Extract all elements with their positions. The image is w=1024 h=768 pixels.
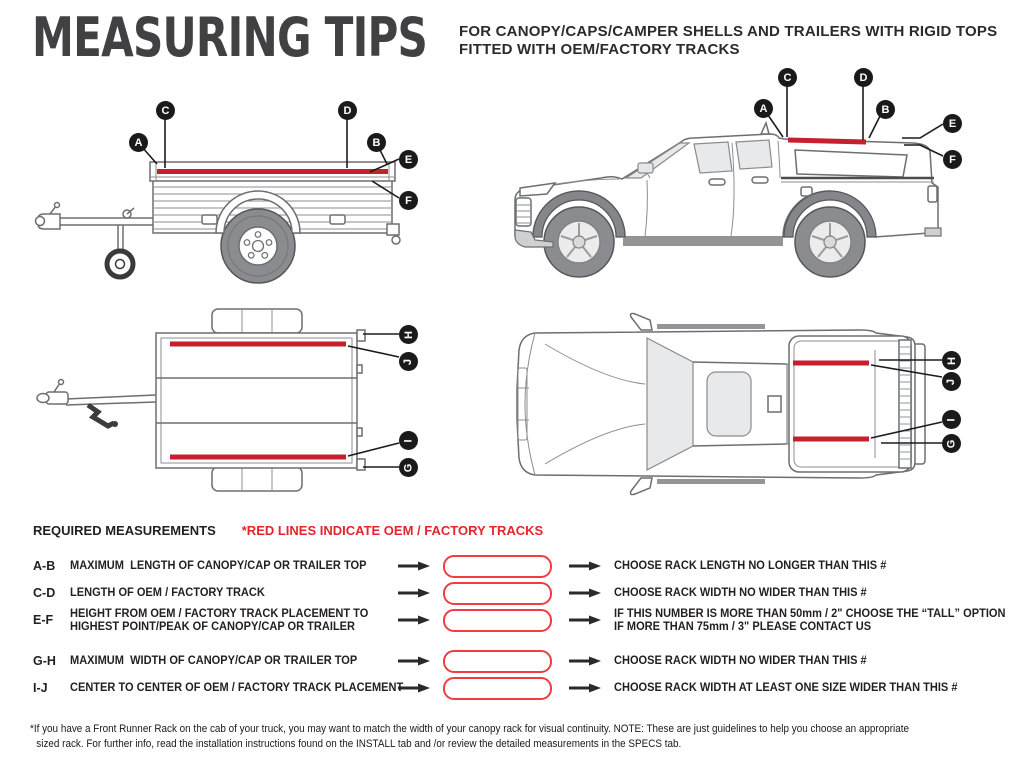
measurement-row-ef (33, 602, 1024, 638)
label-c-badge: C (778, 68, 797, 87)
arrow-right-icon (569, 682, 601, 694)
label-j-badge: J (399, 352, 418, 371)
footnote-line-2: sized rack. For further info, read the installation instructions found on the INSTALL tab and /or review the detailed measurements in the SPECS tab. (36, 738, 682, 750)
arrow-right-icon (569, 614, 601, 626)
measurement-row-gh (33, 650, 889, 672)
truck-top-drawing (505, 310, 995, 500)
arrow-right-icon (398, 560, 430, 572)
label-a-badge: A (129, 133, 148, 152)
label-b-badge: B (367, 133, 386, 152)
truck-side-view-diagram (495, 60, 995, 295)
measurement-value-box (443, 609, 552, 632)
arrow-right-icon (398, 614, 430, 626)
label-f-badge: F (943, 150, 962, 169)
trailer-side-drawing (30, 88, 450, 295)
subtitle-line-1: FOR CANOPY/CAPS/CAMPER SHELLS AND TRAILERS WITH RIGID TOPS (459, 23, 998, 40)
row-id: E-F (33, 613, 54, 627)
required-measurements-title: REQUIRED MEASUREMENTS (33, 523, 216, 538)
row-guideline: IF THIS NUMBER IS MORE THAN 50mm / 2" CHOOSE THE “TALL” OPTION IF MORE THAN 75mm / 3" PLEASE CONTACT US (614, 605, 1006, 633)
row-description: LENGTH OF OEM / FACTORY TRACK (70, 585, 265, 600)
label-c-badge: C (156, 101, 175, 120)
row-id: I-J (33, 681, 48, 695)
label-h-badge: H (942, 351, 961, 370)
arrow-right-icon (569, 655, 601, 667)
truck-side-drawing (495, 60, 995, 295)
footnote-line-1: *If you have a Front Runner Rack on the cab of your truck, you may want to match the width of your canopy rack for visual continuity. NOTE: These are just guidelines to help you choose an appropriate (30, 723, 910, 735)
row-guideline: CHOOSE RACK LENGTH NO LONGER THAN THIS # (614, 558, 887, 573)
label-h-badge: H (399, 325, 418, 344)
label-d-badge: D (338, 101, 357, 120)
measurements-table (33, 546, 1013, 716)
measurement-value-box (443, 650, 552, 673)
measurement-row-cd (33, 582, 889, 604)
row-description: HEIGHT FROM OEM / FACTORY TRACK PLACEMENT TO HIGHEST POINT/PEAK OF CANOPY/CAP OR TRAILER (70, 605, 369, 633)
trailer-top-view-diagram (30, 305, 450, 505)
label-e-badge: E (399, 150, 418, 169)
arrow-right-icon (398, 655, 430, 667)
label-g-badge: G (399, 458, 418, 477)
trailer-top-drawing (30, 305, 450, 505)
measurement-row-ij (33, 677, 987, 699)
row-id: G-H (33, 654, 56, 668)
label-d-badge: D (854, 68, 873, 87)
truck-top-view-diagram (505, 310, 995, 500)
row-guideline: CHOOSE RACK WIDTH NO WIDER THAN THIS # (614, 585, 867, 600)
page-subtitle (459, 23, 997, 58)
arrow-right-icon (398, 587, 430, 599)
row-id: C-D (33, 586, 56, 600)
arrow-right-icon (569, 587, 601, 599)
measurement-value-box (443, 555, 552, 578)
subtitle-line-2: FITTED WITH OEM/FACTORY TRACKS (459, 40, 740, 58)
measurement-row-ab (33, 555, 910, 577)
arrow-right-icon (569, 560, 601, 572)
label-i-badge: I (942, 410, 961, 429)
measurement-value-box (443, 677, 552, 700)
page-title: MEASURING TIPS (32, 6, 428, 69)
label-e-badge: E (943, 114, 962, 133)
label-b-badge: B (876, 100, 895, 119)
row-description: MAXIMUM WIDTH OF CANOPY/CAP OR TRAILER TOP (70, 653, 358, 668)
row-id: A-B (33, 559, 56, 573)
row-guideline: CHOOSE RACK WIDTH NO WIDER THAN THIS # (614, 653, 867, 668)
row-guideline: CHOOSE RACK WIDTH AT LEAST ONE SIZE WIDER THAN THIS # (614, 680, 958, 695)
trailer-side-view-diagram (30, 88, 450, 295)
label-a-badge: A (754, 99, 773, 118)
row-description: CENTER TO CENTER OF OEM / FACTORY TRACK PLACEMENT (70, 680, 404, 695)
label-g-badge: G (942, 434, 961, 453)
label-j-badge: J (942, 372, 961, 391)
label-f-badge: F (399, 191, 418, 210)
footnote (30, 722, 1007, 752)
row-description: MAXIMUM LENGTH OF CANOPY/CAP OR TRAILER TOP (70, 558, 367, 573)
label-i-badge: I (399, 431, 418, 450)
legend (33, 523, 543, 538)
red-lines-note: *RED LINES INDICATE OEM / FACTORY TRACKS (241, 523, 544, 538)
